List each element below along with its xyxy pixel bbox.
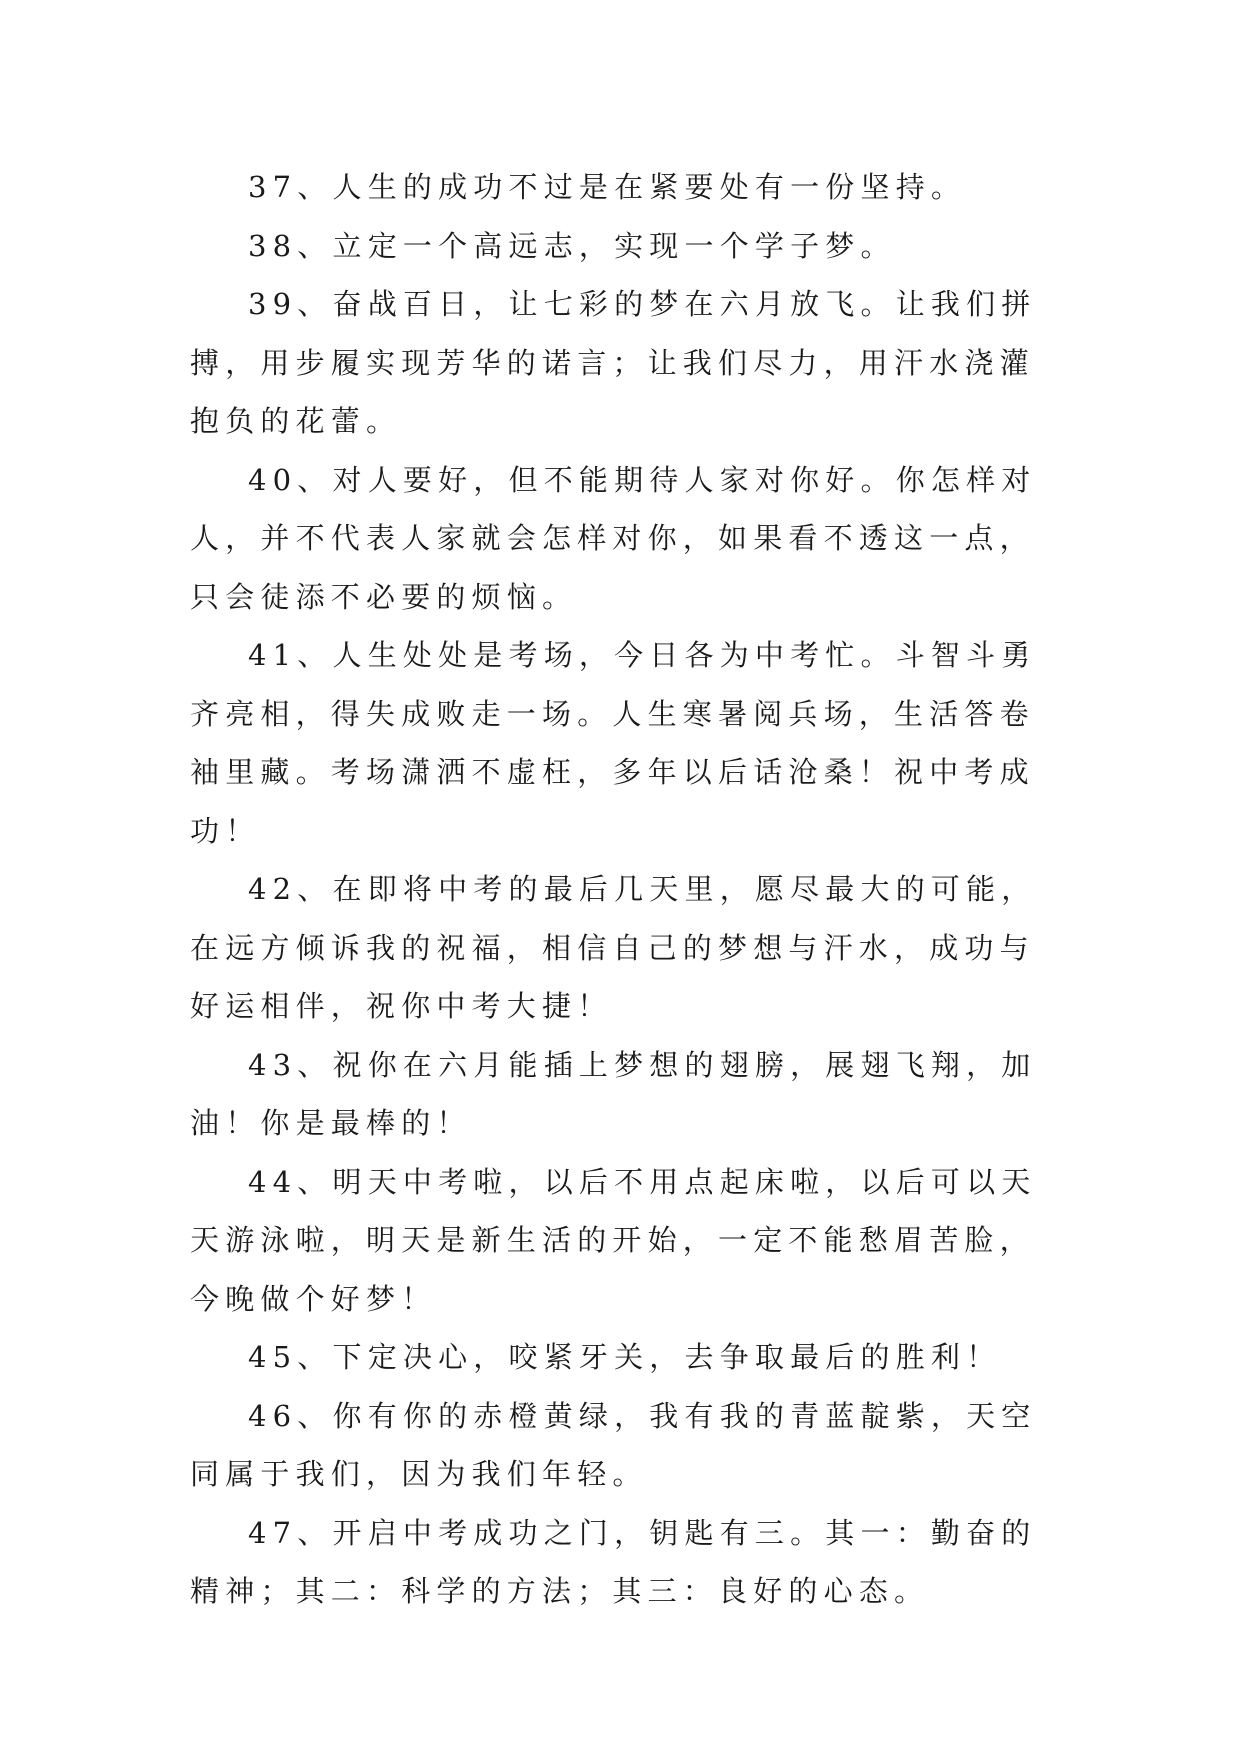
paragraph-40: 40、对人要好，但不能期待人家对你好。你怎样对人，并不代表人家就会怎样对你，如果看不透这一点，只会徒添不必要的烦恼。 <box>190 462 1037 614</box>
paragraph-47: 47、开启中考成功之门，钥匙有三。其一：勤奋的精神；其二：科学的方法；其三：良好的心态。 <box>190 1515 1037 1608</box>
paragraph-38: 38、立定一个高远志，实现一个学子梦。 <box>248 228 896 263</box>
paragraph-39: 39、奋战百日，让七彩的梦在六月放飞。让我们拼搏，用步履实现芳华的诺言；让我们尽力，用汗水浇灌抱负的花蕾。 <box>190 287 1037 438</box>
paragraph-45: 45、下定决心，咬紧牙关，去争取最后的胜利！ <box>248 1340 1002 1374</box>
paragraph-46: 46、你有你的赤橙黄绿，我有我的青蓝靛紫，天空同属于我们，因为我们年轻。 <box>190 1398 1037 1491</box>
paragraph-43: 43、祝你在六月能插上梦想的翅膀，展翅飞翔，加油！你是最棒的！ <box>190 1047 1037 1140</box>
document-body <box>190 158 1060 1621</box>
paragraph-41: 41、人生处处是考场，今日各为中考忙。斗智斗勇齐亮相，得失成败走一场。人生寒暑阅兵场，生活答卷袖里藏。考场潇洒不虚枉，多年以后话沧桑！祝中考成功！ <box>190 638 1037 848</box>
paragraph-37: 37、人生的成功不过是在紧要处有一份坚持。 <box>248 170 967 204</box>
paragraph-42: 42、在即将中考的最后几天里，愿尽最大的可能，在远方倾诉我的祝福，相信自己的梦想与汗水，成功与好运相伴，祝你中考大捷！ <box>190 872 1037 1023</box>
paragraph-44: 44、明天中考啦，以后不用点起床啦，以后可以天天游泳啦，明天是新生活的开始，一定不能愁眉苦脸，今晚做个好梦！ <box>190 1164 1037 1316</box>
